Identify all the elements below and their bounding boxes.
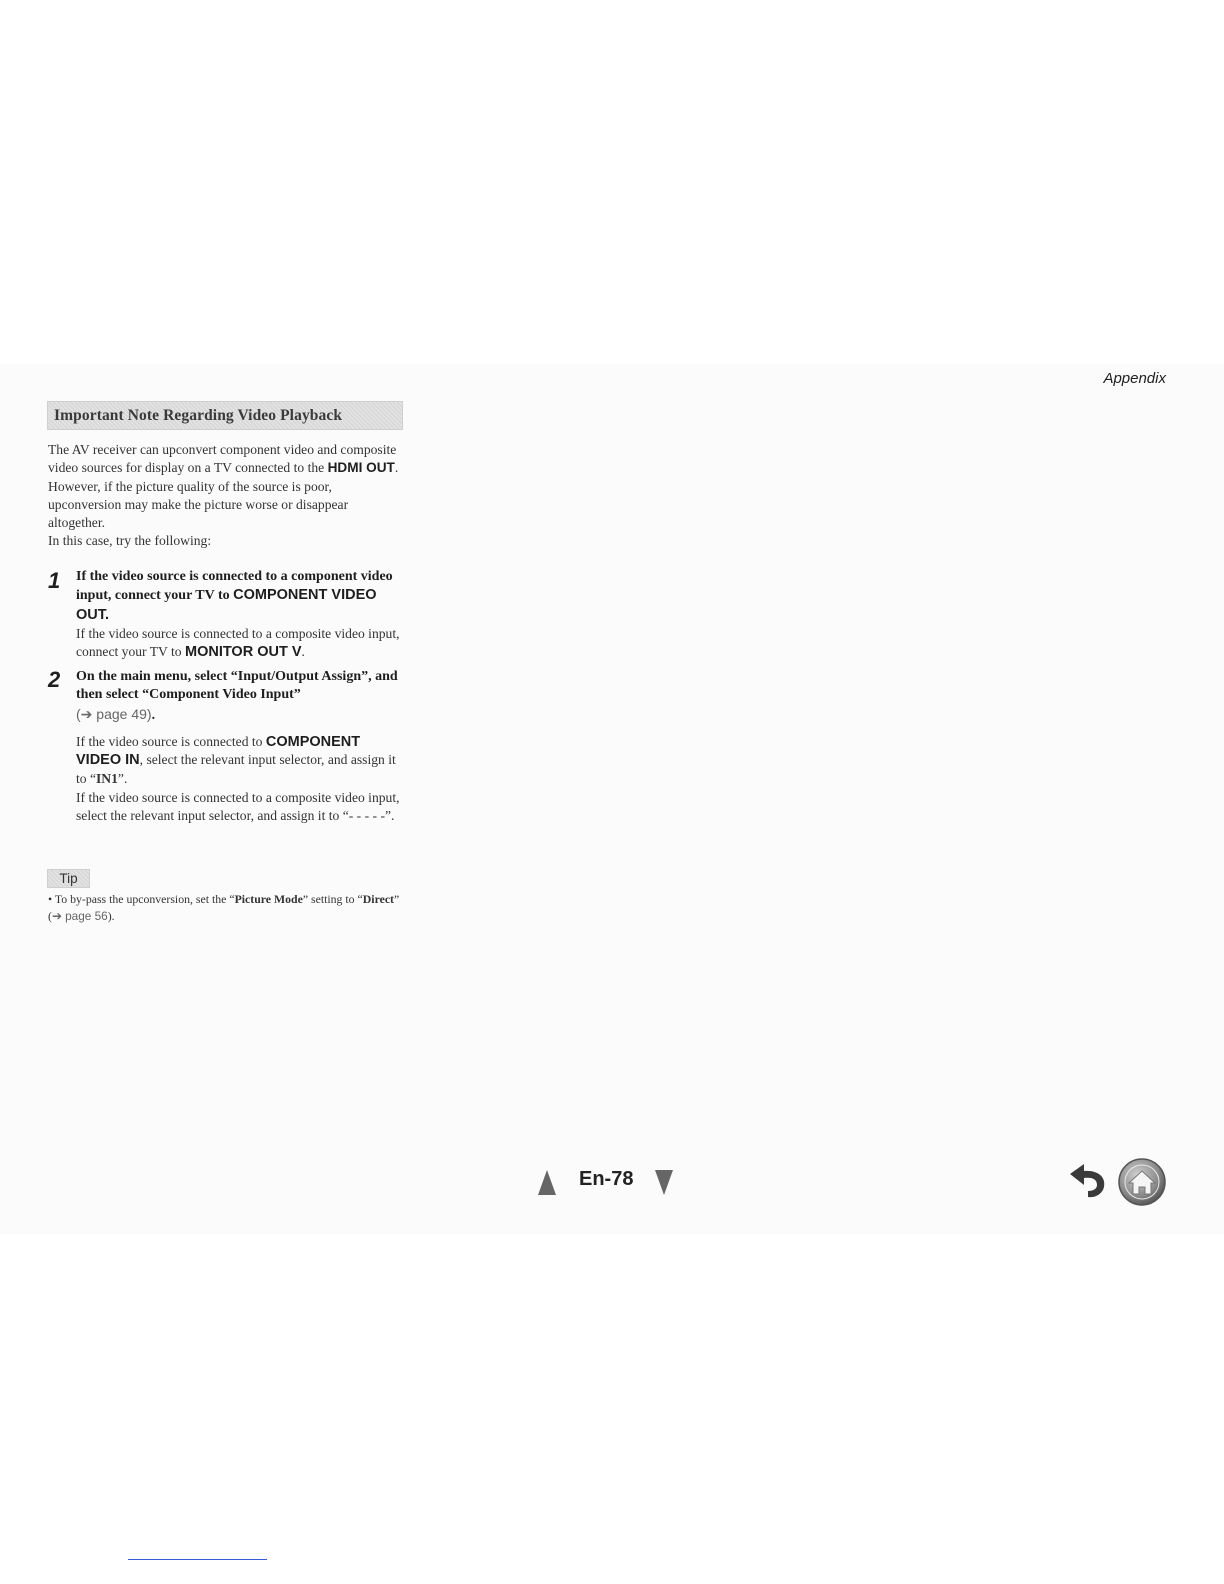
page-number: En-78 — [579, 1168, 634, 1190]
step-body-text: , select the relevant input selector, and assign it to “ — [76, 752, 396, 786]
direct-term: Direct — [362, 892, 394, 906]
tip-text-part: ” setting to “ — [302, 892, 363, 906]
note-body — [48, 441, 402, 551]
step-body-text: If the video source is connected to — [76, 734, 266, 749]
section-label: Appendix — [1103, 370, 1166, 387]
next-page-triangle-down-icon[interactable] — [655, 1170, 673, 1195]
note-text: The AV receiver can upconvert component video and composite video sources for display on a TV connected to the — [48, 442, 397, 476]
step-title-text: On the main menu, select “Input/Output Assign”, and then select “Component Video Input” — [76, 669, 398, 703]
component-video-in-term: COMPONENT VIDEO IN — [76, 734, 361, 769]
step-title-text: . — [151, 707, 156, 723]
tip-badge: Tip — [47, 869, 90, 888]
tip-text-part: ). — [107, 908, 115, 923]
step-title-text: If the video source is connected to a component video input, connect your TV to — [76, 569, 393, 604]
note-paragraph-2: In this case, try the following: — [48, 533, 212, 549]
previous-page-triangle-up-icon[interactable] — [538, 1170, 556, 1195]
tip-text-part: ” ( — [48, 892, 400, 923]
step-title — [76, 668, 402, 725]
step-number: 1 — [48, 568, 61, 593]
step-body-text: . — [301, 644, 305, 660]
note-paragraph-1 — [48, 441, 402, 532]
picture-mode-term: Picture Mode — [234, 892, 303, 906]
in1-term: IN1 — [96, 770, 118, 786]
page-reference-link[interactable]: (➔ page 49) — [76, 705, 152, 722]
note-heading: Important Note Regarding Video Playback — [54, 407, 343, 424]
tip-text-part: • To by-pass the upconversion, set the “ — [48, 892, 235, 906]
step-body-text: ”. — [117, 770, 128, 786]
home-icon[interactable] — [1117, 1157, 1167, 1207]
page-reference-link[interactable]: ➔ page 56 — [51, 908, 108, 923]
component-video-out-term: COMPONENT VIDEO OUT. — [76, 587, 377, 623]
monitor-out-term: MONITOR OUT V — [184, 644, 302, 661]
step-body-2: If the video source is connected to a composite video input, select the relevant input selector, and assign it to “- - - - -”. — [76, 790, 400, 824]
tip-text — [48, 891, 404, 924]
step-body-1 — [76, 733, 402, 788]
note-text: . However, if the picture quality of the source is poor, upconversion may make the picture worse or disappear altogether. — [48, 460, 399, 531]
note-heading-bar — [47, 401, 403, 430]
footer-link-underline — [128, 1559, 267, 1560]
return-arrow-icon[interactable] — [1064, 1160, 1110, 1200]
step-title — [76, 568, 402, 625]
step-number: 2 — [48, 667, 61, 692]
step-body-text: If the video source is connected to a composite video input, connect your TV to — [76, 626, 400, 660]
hdmi-out-term: HDMI OUT — [327, 460, 395, 476]
step-body — [76, 625, 402, 662]
